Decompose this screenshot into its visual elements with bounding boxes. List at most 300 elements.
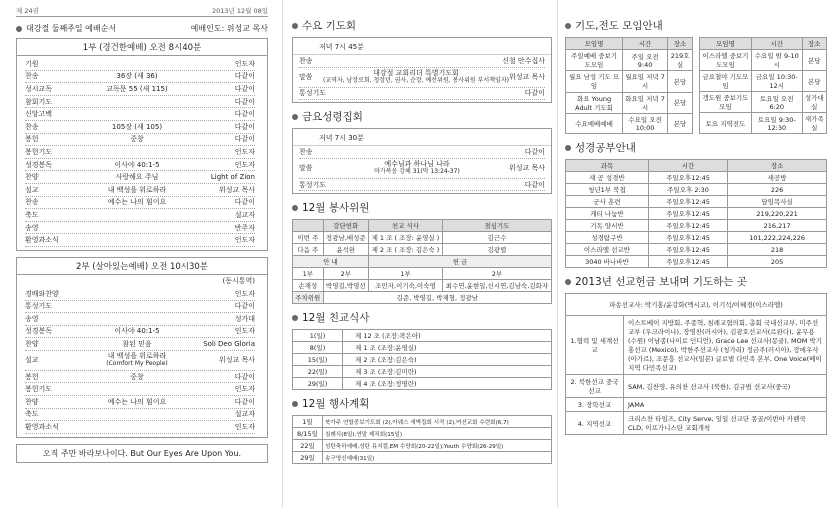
prayer-title: 기도,전도 모임안내 xyxy=(575,20,663,32)
order-leader: 다같이 xyxy=(234,97,255,106)
mission-targets: SAM, 김찬영, 유의찬 선교사 (북한), 김규범 선교사(중국) xyxy=(624,375,827,398)
order-leader: 위성교 목사 xyxy=(508,164,545,173)
volunteer-cell: 이번 주 xyxy=(293,232,324,244)
order-row xyxy=(25,171,255,184)
order-leader: 인도자 xyxy=(234,385,255,394)
order-row xyxy=(25,301,255,314)
table-row xyxy=(566,316,827,375)
order-row xyxy=(25,409,255,422)
table-cell: 주일오후12:45 xyxy=(648,232,727,244)
order-row xyxy=(25,396,255,409)
service2-title: 2부 (살아있는예배) 오전 10시30분 xyxy=(17,258,267,275)
fri-title: 금요성령집회 xyxy=(302,111,363,124)
order-leader: 인도자 xyxy=(234,423,255,432)
order-role: 통성기도 xyxy=(25,302,53,311)
event-desc: 성탄축하예배,성탄 뮤지컬,EM 수양회(20-22일),Youth 수양회(26-29일) xyxy=(323,440,552,452)
volunteer-cell: 윤석완 xyxy=(323,244,368,256)
order-leader: Soli Deo Gloria xyxy=(203,340,255,349)
order-detail: 참된 믿음 xyxy=(122,340,152,349)
order-leader: 인도자 xyxy=(234,160,255,169)
order-detail-sub: 마가복음 강해 31(막 13:24-37) xyxy=(374,168,460,176)
order-role: 신앙고백 xyxy=(25,110,53,119)
header-rule xyxy=(16,16,268,17)
order-row xyxy=(25,351,255,371)
order-detail-sub: (Comfort My People) xyxy=(106,360,168,368)
mission-header: 파송선교사: 박기홍/윤강화(멕시코), 이기석/이혜경(이스라엘) xyxy=(566,294,827,316)
table-row xyxy=(293,342,552,354)
order-row xyxy=(25,71,255,84)
bullet-icon xyxy=(16,26,22,32)
volunteer-cell: 2부 xyxy=(323,268,368,280)
table-row xyxy=(566,50,693,71)
table-cell: 3040 바나바반 xyxy=(566,256,649,268)
order-role: 찬송 xyxy=(25,72,39,81)
mission-targets: 이스트베이 지방회, 주종혁, 침례교협의회, 총회 국내선교부, 미주선교부 (우크라이나), 장영찬(러시아), 김광호선교사(르완다), 윤무용(수원) 이남종(나이로 인디언), Grace Lee 선교사(몽골), MOM 박기홍선교 (Mexico), 박한주선교사 (청가리) 정금주(러시아), 장애우사(아가르), 조문흥 선교사(일본) 글로벌 다민족 본부, One Voice(베이지역 다민족선교) xyxy=(624,316,827,375)
table-row xyxy=(700,113,827,134)
order-detail: 사랑해요 주님 xyxy=(115,173,159,182)
event-date: 22일 xyxy=(293,440,323,452)
table-row xyxy=(293,378,552,390)
table-row xyxy=(566,244,827,256)
order-detail: 예수는 나의 힘이요 xyxy=(107,397,167,406)
table-row xyxy=(700,50,827,71)
event-desc: 침례식(8일),연말 제직회(15일) xyxy=(323,428,552,440)
table-row xyxy=(566,256,827,268)
fellowship-date: 8(일) xyxy=(293,342,343,354)
order-role: 찬양 xyxy=(25,397,39,406)
table-row xyxy=(566,172,827,184)
col-prayer: 점심기도 xyxy=(442,220,551,232)
table-row xyxy=(566,184,827,196)
fri-list xyxy=(299,146,545,191)
page-number: 제 24권 xyxy=(16,7,39,15)
order-leader: Light of Zion xyxy=(210,173,255,182)
order-detail xyxy=(339,160,495,176)
order-row xyxy=(25,58,255,71)
order-role: 기원 xyxy=(25,59,39,68)
events-title: 12월 행사계획 xyxy=(302,398,370,411)
bullet-icon xyxy=(565,23,571,29)
fellowship-date: 1(일) xyxy=(293,330,343,342)
order-leader: 설교자 xyxy=(234,410,255,419)
table-header-cell: 장소 xyxy=(802,38,826,50)
order-detail-main: 예수님과 하나님 나라 xyxy=(384,160,450,169)
volunteer-cell: 박영길,박영선 xyxy=(323,280,368,292)
table-cell: 월요일 저녁 7시 xyxy=(623,71,668,92)
order-leader: 인도자 xyxy=(234,289,255,298)
fellowship-title: 12월 친교식사 xyxy=(302,312,370,325)
table-cell: 토요 지역전도 xyxy=(700,113,752,134)
table-cell: 주일오후12:45 xyxy=(648,208,727,220)
order-row xyxy=(25,222,255,235)
fellowship-date: 22(일) xyxy=(293,366,343,378)
table-row xyxy=(293,354,552,366)
order-leader: 위성교 목사 xyxy=(218,356,255,365)
table-cell: 새 공 성경반 xyxy=(566,172,649,184)
fri-box xyxy=(292,128,552,194)
volunteer-cell: 다음 주 xyxy=(293,244,324,256)
order-role: 봉헌 xyxy=(25,372,39,381)
table-cell: 주일오후12:45 xyxy=(648,196,727,208)
table-cell: 토요일 오전 6:20 xyxy=(751,92,802,113)
order-row xyxy=(25,146,255,159)
mission-table xyxy=(565,293,827,435)
volunteer-cell: 1부 xyxy=(293,268,324,280)
order-row xyxy=(299,179,545,192)
order-row xyxy=(25,134,255,147)
col-altar: 강단헌화 xyxy=(323,220,368,232)
order-row xyxy=(25,421,255,434)
table-row xyxy=(566,92,693,113)
table-cell: 주일예배 중보기도모임 xyxy=(566,50,623,71)
order-detail-main: 대강절 교회리더 특별기도회 xyxy=(373,69,459,78)
fellowship-date: 15(일) xyxy=(293,354,343,366)
table-row xyxy=(700,92,827,113)
order-leader: 다같이 xyxy=(524,89,545,98)
table-cell: 청년1부 북첩 xyxy=(566,184,649,196)
order-role: 찬송 xyxy=(299,56,313,65)
volunteer-cell: 1부 xyxy=(369,268,443,280)
order-detail: 교독문 55 (새 115) xyxy=(106,84,168,93)
order-row xyxy=(25,197,255,210)
order-title: 대강절 둘째주일 예배순서 xyxy=(26,24,117,33)
table-cell: 226 xyxy=(728,184,827,196)
wed-box xyxy=(292,37,552,103)
table-cell: 새공방 xyxy=(728,172,827,184)
order-role: 찬송 xyxy=(25,198,39,207)
mission-targets: JAMA xyxy=(624,398,827,412)
table-row xyxy=(566,375,827,398)
order-detail xyxy=(323,69,509,85)
order-role: 찬송 xyxy=(299,147,313,156)
page-order-of-worship xyxy=(0,0,278,507)
table-row xyxy=(566,232,827,244)
table-cell: 군사 훈련 xyxy=(566,196,649,208)
event-date: 29일 xyxy=(293,452,323,464)
motto-banner: 오직 주만 바라보나이다. But Our Eyes Are Upon You. xyxy=(16,444,268,463)
volunteer-cell: 최수연,윤현일,신시연,김남숙,김화자 xyxy=(442,280,551,292)
mission-targets: 크리스찬 타임즈, City Serve, 일일 선교단 몽골/이번아 카펜쿡 CLD, 이프가니스탄 교회개척 xyxy=(624,412,827,435)
order-role: 성경봉독 xyxy=(25,160,53,169)
table-cell: 본당 xyxy=(802,50,826,71)
order-row xyxy=(25,209,255,222)
table-cell: 주일오후12:45 xyxy=(648,172,727,184)
table-row xyxy=(566,398,827,412)
order-leader: 다같이 xyxy=(524,147,545,156)
mission-header-row xyxy=(566,294,827,316)
order-detail: 이사야 40:1-5 xyxy=(114,327,160,336)
order-row xyxy=(25,234,255,247)
prayer-table-right xyxy=(699,37,827,134)
bullet-icon xyxy=(292,23,298,29)
order-leader: 다같이 xyxy=(234,135,255,144)
order-row xyxy=(25,121,255,134)
order-role: 경배와찬양 xyxy=(25,289,59,298)
order-leader: 위성교 목사 xyxy=(218,185,255,194)
table-cell: 본당 xyxy=(668,113,693,133)
order-row xyxy=(25,326,255,339)
fri-time: 저녁 7시 30분 xyxy=(293,131,551,146)
order-leader: 다같이 xyxy=(234,397,255,406)
service1-title: 1부 (경건한예배) 오전 8시40분 xyxy=(17,39,267,56)
order-detail: 105장 (새 105) xyxy=(111,122,163,131)
order-role: 축도 xyxy=(25,210,39,219)
table-header-row xyxy=(566,160,827,172)
table-cell: 본당 xyxy=(802,71,826,92)
mission-category: 4. 지역선교 xyxy=(566,412,624,435)
table-header-cell: 모임명 xyxy=(566,38,623,50)
volunteer-cell: 김근수 xyxy=(442,232,551,244)
order-row xyxy=(25,383,255,396)
order-leader: 인도자 xyxy=(234,327,255,336)
order-role: 말씀 xyxy=(299,164,313,173)
service1-box xyxy=(16,38,268,251)
wed-time: 저녁 7시 45분 xyxy=(293,40,551,55)
table-cell: 기독 양서반 xyxy=(566,220,649,232)
order-role: 봉헌기도 xyxy=(25,147,53,156)
table-row xyxy=(566,412,827,435)
order-leader: 다같이 xyxy=(234,110,255,119)
order-leader: 인도자 xyxy=(234,59,255,68)
order-detail: 중창 xyxy=(130,372,144,381)
order-row xyxy=(299,55,545,68)
bullet-icon xyxy=(565,145,571,151)
order-leader: 다같이 xyxy=(234,122,255,131)
order-detail: 이사야 40:1-5 xyxy=(114,160,160,169)
table-header-cell: 장소 xyxy=(728,160,827,172)
fellowship-team: 제 12 조 (조장:곽은아) xyxy=(343,330,552,342)
service2-box xyxy=(16,257,268,438)
order-row xyxy=(299,68,545,88)
events-table xyxy=(292,415,552,464)
prayer-table-left xyxy=(565,37,693,134)
table-header-cell: 시간 xyxy=(648,160,727,172)
table-row xyxy=(293,428,552,440)
page-date: 2013년 12월 08일 xyxy=(211,7,268,15)
order-role: 찬송 xyxy=(25,122,39,131)
volunteer-cell: 조민자,이기숙,이숙영 xyxy=(369,280,443,292)
table-row xyxy=(566,196,827,208)
service1-list xyxy=(17,56,267,250)
table-cell: 본당 xyxy=(668,92,693,113)
volunteer-cell: 제 1 조 ( 조장: 윤영실 ) xyxy=(369,232,443,244)
table-row xyxy=(293,330,552,342)
table-cell: 금요일 10:30-12시 xyxy=(751,71,802,92)
table-cell: 이스라엘 선교반 xyxy=(566,244,649,256)
table-cell: 주일오후 2:30 xyxy=(648,184,727,196)
bullet-icon xyxy=(292,114,298,120)
table-header-cell: 시간 xyxy=(751,38,802,50)
table-header-cell: 장소 xyxy=(668,38,693,50)
table-header-cell: 시간 xyxy=(623,38,668,50)
table-cell: 수요일 오전 10:00 xyxy=(623,113,668,133)
event-date: 1일 xyxy=(293,416,323,428)
order-role: 축도 xyxy=(25,410,39,419)
volunteer-cell: 손재성 xyxy=(293,280,324,292)
col-usher: 안 내 xyxy=(293,256,369,268)
order-leader: 다같이 xyxy=(234,372,255,381)
page-header xyxy=(16,4,268,16)
table-cell: 주일오후12:45 xyxy=(648,244,727,256)
order-role: 통성기도 xyxy=(299,89,327,98)
order-row xyxy=(25,83,255,96)
order-role: 송영 xyxy=(25,314,39,323)
order-leader: 인도자 xyxy=(234,147,255,156)
order-leader: 반주자 xyxy=(234,223,255,232)
order-role: 찬양 xyxy=(25,173,39,182)
col-offering: 헌 금 xyxy=(369,256,552,268)
table-cell: 수요예배예배 xyxy=(566,113,623,133)
order-detail: 예수는 나의 힘이요 xyxy=(107,198,167,207)
order-role: 참회기도 xyxy=(25,97,53,106)
bullet-icon xyxy=(292,401,298,407)
order-row xyxy=(25,338,255,351)
table-cell: 주일오후12:45 xyxy=(648,256,727,268)
order-row xyxy=(25,96,255,109)
order-role: 송영 xyxy=(25,223,39,232)
table-cell: 담임목사실 xyxy=(728,196,827,208)
fellowship-team: 제 1 조 (조장:윤영실) xyxy=(343,342,552,354)
order-row xyxy=(299,88,545,101)
table-header-row xyxy=(700,38,827,50)
worship-leader: 예배인도: 위성교 목사 xyxy=(190,24,268,33)
table-cell: 주일오후12:45 xyxy=(648,220,727,232)
volunteer-cell: 김준, 박영길, 박재형, 정광남 xyxy=(323,292,551,304)
order-detail xyxy=(75,352,199,368)
mission-category: 3. 장학선교 xyxy=(566,398,624,412)
page-guide xyxy=(565,0,827,507)
table-cell: 218 xyxy=(728,244,827,256)
table-cell: 219호실 xyxy=(668,50,693,71)
table-row xyxy=(566,113,693,133)
table-cell: 이스라엘 중보기도모임 xyxy=(700,50,752,71)
event-desc: 북가주 연합중보기도회 (2),아웨스 새벽집회 시작 (2),여선교회 수련회(6,7) xyxy=(323,416,552,428)
order-role: 환영과소식 xyxy=(25,236,59,245)
table-cell: 갱도원 중보기도모임 xyxy=(700,92,752,113)
table-header-cell: 모임명 xyxy=(700,38,752,50)
bullet-icon xyxy=(565,279,571,285)
order-role: 설교 xyxy=(25,185,39,194)
order-role: 봉헌 xyxy=(25,135,39,144)
table-cell: 수요일 밤 9-10시 xyxy=(751,50,802,71)
table-row xyxy=(293,366,552,378)
order-row xyxy=(25,184,255,197)
table-row xyxy=(293,452,552,464)
volunteer-cell: 제 2 조 ( 조장: 김은숙 ) xyxy=(369,244,443,256)
fellowship-table xyxy=(292,329,552,390)
table-cell: 주일 오전 9:40 xyxy=(623,50,668,71)
order-row xyxy=(25,313,255,326)
order-leader: 다같이 xyxy=(234,198,255,207)
table-cell: 성경탐구반 xyxy=(566,232,649,244)
order-detail: 중창 xyxy=(130,135,144,144)
table-cell: 219,220,221 xyxy=(728,208,827,220)
fellowship-date: 29(일) xyxy=(293,378,343,390)
order-leader: 인도자 xyxy=(234,236,255,245)
order-leader: 다같이 xyxy=(234,84,255,93)
order-role: 환영과소식 xyxy=(25,423,59,432)
table-cell: 금요철야 기도모임 xyxy=(700,71,752,92)
order-role: 성경봉독 xyxy=(25,327,53,336)
fellowship-team: 제 4 조 (조장:정명란) xyxy=(343,378,552,390)
bullet-icon xyxy=(292,205,298,211)
order-leader: 위성교 목사 xyxy=(508,73,545,82)
order-title-row xyxy=(16,23,268,34)
order-role: 설교 xyxy=(25,356,39,365)
prayer-tables xyxy=(565,37,827,134)
order-row xyxy=(25,108,255,121)
order-leader: 신철 안수집사 xyxy=(502,56,545,65)
table-cell: 새가족실 xyxy=(802,113,826,134)
table-cell: 본당 xyxy=(668,71,693,92)
order-leader: 다같이 xyxy=(234,302,255,311)
order-row xyxy=(299,159,545,179)
order-role: 봉헌기도 xyxy=(25,385,53,394)
event-desc: 송구영신예배(31일) xyxy=(323,452,552,464)
table-row xyxy=(293,440,552,452)
table-cell: 화요일 저녁 7시 xyxy=(623,92,668,113)
volunteers-table xyxy=(292,219,552,304)
order-detail: 36장 (새 36) xyxy=(116,72,158,81)
order-leader: 설교자 xyxy=(234,210,255,219)
order-role: 통성기도 xyxy=(299,180,327,189)
bullet-icon xyxy=(292,315,298,321)
mission-category: 2. 북한선교 중국선교 xyxy=(566,375,624,398)
mission-title: 2013년 선교헌금 보내며 기도하는 곳 xyxy=(575,276,747,288)
table-row xyxy=(293,416,552,428)
order-leader: 다같이 xyxy=(524,180,545,189)
order-role: 말씀 xyxy=(299,73,313,82)
order-detail: 내 백성을 위로하라 xyxy=(107,185,167,194)
service2-note: (동시통역) xyxy=(222,276,255,285)
event-date: 8/15일 xyxy=(293,428,323,440)
volunteer-cell: 정광남,배성준 xyxy=(323,232,368,244)
table-cell: 월요 남성 기도 모임 xyxy=(566,71,623,92)
table-header-row xyxy=(566,38,693,50)
order-leader: 성가대 xyxy=(234,314,255,323)
order-role: 성시교독 xyxy=(25,84,53,93)
order-detail-sub: (교역자, 남장로회, 청장년, 권사, 순장, 예산위원, 봉사위원 부서책임자) xyxy=(322,77,509,85)
order-detail-main: 내 백성을 위로하라 xyxy=(107,352,167,361)
table-cell: 토요일 9:30-12:30 xyxy=(751,113,802,134)
table-cell: 216,217 xyxy=(728,220,827,232)
wed-list xyxy=(299,55,545,100)
order-role: 찬양 xyxy=(25,340,39,349)
bible-title: 성경공부안내 xyxy=(575,142,636,154)
fellowship-team: 제 2 조 (조장:김은숙) xyxy=(343,354,552,366)
table-cell: 캐티 나눔반 xyxy=(566,208,649,220)
order-row xyxy=(25,159,255,172)
table-row xyxy=(566,71,693,92)
volunteer-cell: 2부 xyxy=(442,268,551,280)
bible-study-table xyxy=(565,159,827,268)
page-meetings xyxy=(292,0,552,507)
volunteer-cell: 김광렬 xyxy=(442,244,551,256)
table-header-cell: 과목 xyxy=(566,160,649,172)
service2-list xyxy=(17,286,267,437)
table-cell: 101,222,224,226 xyxy=(728,232,827,244)
order-row xyxy=(299,146,545,159)
table-row xyxy=(700,71,827,92)
volunteer-cell: 주차위원 xyxy=(293,292,324,304)
col-meal: 친교 식사 xyxy=(369,220,443,232)
table-cell: 화요 Young Adult 기도회 xyxy=(566,92,623,113)
table-row xyxy=(566,208,827,220)
order-row xyxy=(25,288,255,301)
wed-title: 수요 기도회 xyxy=(302,20,357,32)
mission-category: 1.협력 및 세계선교 xyxy=(566,316,624,375)
fellowship-team: 제 3 조 (조장:김미란) xyxy=(343,366,552,378)
